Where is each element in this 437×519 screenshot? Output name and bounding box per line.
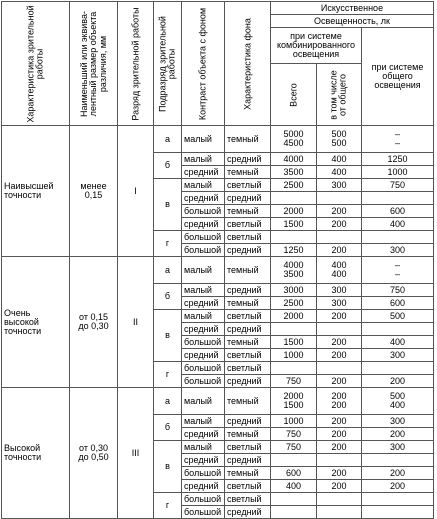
object-size: менее 0,15 bbox=[70, 126, 118, 257]
contrast-cell: малый bbox=[182, 153, 225, 166]
general-cell: 300 bbox=[362, 349, 434, 362]
contrast-cell: средний bbox=[182, 323, 225, 336]
background-cell: светлый bbox=[225, 231, 271, 244]
incl-general-cell bbox=[317, 506, 362, 519]
total-cell bbox=[271, 493, 317, 506]
contrast-cell: большой bbox=[182, 362, 225, 375]
contrast-cell: большой bbox=[182, 205, 225, 218]
contrast-cell: большой bbox=[182, 506, 225, 519]
total-cell: 2000 bbox=[271, 310, 317, 323]
contrast-cell: малый bbox=[182, 415, 225, 428]
contrast-cell: малый bbox=[182, 310, 225, 323]
header-object-size: Наименьший или эквива-лентный размер объекта различия, мм bbox=[70, 2, 118, 126]
total-cell bbox=[271, 323, 317, 336]
total-cell bbox=[271, 506, 317, 519]
general-cell: 500 bbox=[362, 310, 434, 323]
incl-general-cell: 200 bbox=[317, 310, 362, 323]
background-cell: средний bbox=[225, 244, 271, 257]
general-cell: 600 bbox=[362, 297, 434, 310]
total-cell: 4000 bbox=[271, 153, 317, 166]
total-cell: 4000 3500 bbox=[271, 257, 317, 284]
contrast-cell: средний bbox=[182, 480, 225, 493]
background-cell: средний bbox=[225, 454, 271, 467]
incl-general-cell bbox=[317, 454, 362, 467]
total-cell: 750 bbox=[271, 375, 317, 388]
contrast-cell: средний bbox=[182, 428, 225, 441]
contrast-cell: средний bbox=[182, 454, 225, 467]
general-cell: 300 bbox=[362, 415, 434, 428]
general-cell bbox=[362, 323, 434, 336]
header-rank: Разряд зрительной работы bbox=[118, 2, 154, 126]
incl-general-cell: 500 500 bbox=[317, 126, 362, 153]
incl-general-cell: 200 bbox=[317, 428, 362, 441]
general-cell: 300 bbox=[362, 441, 434, 454]
header-background: Характеристика фона bbox=[225, 2, 271, 126]
header-characteristic: Характеристика зрительной работы bbox=[2, 2, 70, 126]
total-cell: 750 bbox=[271, 441, 317, 454]
total-cell: 750 bbox=[271, 428, 317, 441]
general-cell: 1000 bbox=[362, 166, 434, 179]
contrast-cell: средний bbox=[182, 192, 225, 205]
total-cell: 1500 bbox=[271, 218, 317, 231]
contrast-cell: малый bbox=[182, 179, 225, 192]
general-cell: – – bbox=[362, 126, 434, 153]
total-cell bbox=[271, 231, 317, 244]
incl-general-cell bbox=[317, 323, 362, 336]
work-subrank: а bbox=[154, 257, 182, 284]
header-contrast: Контраст объекта с фоном bbox=[182, 2, 225, 126]
background-cell: светлый bbox=[225, 349, 271, 362]
general-cell: 600 bbox=[362, 205, 434, 218]
contrast-cell: большой bbox=[182, 467, 225, 480]
contrast-cell: средний bbox=[182, 297, 225, 310]
header-combined-system: при системе комбинированного освещения bbox=[271, 28, 362, 64]
general-cell: 1250 bbox=[362, 153, 434, 166]
header-artificial: Искусственное bbox=[271, 2, 434, 15]
general-cell: 200 bbox=[362, 480, 434, 493]
contrast-cell: средний bbox=[182, 166, 225, 179]
general-cell: 750 bbox=[362, 284, 434, 297]
contrast-cell: средний bbox=[182, 218, 225, 231]
background-cell: темный bbox=[225, 166, 271, 179]
table-row bbox=[2, 257, 434, 284]
background-cell: темный bbox=[225, 205, 271, 218]
incl-general-cell bbox=[317, 231, 362, 244]
contrast-cell: средний bbox=[182, 349, 225, 362]
background-cell: светлый bbox=[225, 310, 271, 323]
header-illuminance: Освещенность, лк bbox=[271, 15, 434, 28]
object-size: от 0,30 до 0,50 bbox=[70, 388, 118, 519]
work-subrank: г bbox=[154, 362, 182, 388]
incl-general-cell: 200 200 bbox=[317, 388, 362, 415]
work-subrank: в bbox=[154, 179, 182, 231]
general-cell: – – bbox=[362, 257, 434, 284]
background-cell: средний bbox=[225, 284, 271, 297]
total-cell: 1000 bbox=[271, 415, 317, 428]
contrast-cell: малый bbox=[182, 126, 225, 153]
work-subrank: б bbox=[154, 153, 182, 179]
total-cell bbox=[271, 454, 317, 467]
contrast-cell: большой bbox=[182, 231, 225, 244]
total-cell: 1250 bbox=[271, 244, 317, 257]
background-cell: светлый bbox=[225, 441, 271, 454]
total-cell: 2000 bbox=[271, 205, 317, 218]
work-rank: II bbox=[118, 257, 154, 388]
background-cell: средний bbox=[225, 415, 271, 428]
background-cell: светлый bbox=[225, 493, 271, 506]
background-cell: средний bbox=[225, 323, 271, 336]
header-incl-general: в том числе от общего bbox=[317, 64, 362, 126]
table-row bbox=[2, 126, 434, 153]
work-characteristic: Высокой точности bbox=[2, 388, 70, 519]
total-cell: 3500 bbox=[271, 166, 317, 179]
background-cell: светлый bbox=[225, 179, 271, 192]
incl-general-cell: 400 bbox=[317, 166, 362, 179]
total-cell bbox=[271, 362, 317, 375]
background-cell: темный bbox=[225, 388, 271, 415]
total-cell: 1000 bbox=[271, 349, 317, 362]
general-cell: 200 bbox=[362, 428, 434, 441]
incl-general-cell: 400 bbox=[317, 153, 362, 166]
work-rank: III bbox=[118, 388, 154, 519]
work-subrank: в bbox=[154, 441, 182, 493]
work-subrank: г bbox=[154, 493, 182, 519]
general-cell bbox=[362, 192, 434, 205]
background-cell: светлый bbox=[225, 218, 271, 231]
work-characteristic: Очень высокой точности bbox=[2, 257, 70, 388]
header-general-system: при системе общего освещения bbox=[362, 28, 434, 126]
incl-general-cell: 200 bbox=[317, 375, 362, 388]
total-cell: 2500 bbox=[271, 179, 317, 192]
work-subrank: г bbox=[154, 231, 182, 257]
incl-general-cell: 200 bbox=[317, 467, 362, 480]
background-cell: средний bbox=[225, 506, 271, 519]
incl-general-cell bbox=[317, 362, 362, 375]
incl-general-cell: 200 bbox=[317, 441, 362, 454]
general-cell bbox=[362, 506, 434, 519]
incl-general-cell: 200 bbox=[317, 205, 362, 218]
total-cell: 400 bbox=[271, 480, 317, 493]
general-cell bbox=[362, 362, 434, 375]
incl-general-cell: 400 400 bbox=[317, 257, 362, 284]
general-cell: 750 bbox=[362, 179, 434, 192]
incl-general-cell: 300 bbox=[317, 179, 362, 192]
background-cell: средний bbox=[225, 192, 271, 205]
header-subrank: Подразряд зрительной работы bbox=[154, 2, 182, 126]
incl-general-cell bbox=[317, 493, 362, 506]
illuminance-norms-table bbox=[1, 1, 434, 519]
incl-general-cell: 200 bbox=[317, 415, 362, 428]
contrast-cell: малый bbox=[182, 441, 225, 454]
general-cell: 400 bbox=[362, 336, 434, 349]
incl-general-cell: 200 bbox=[317, 218, 362, 231]
work-subrank: а bbox=[154, 126, 182, 153]
total-cell: 5000 4500 bbox=[271, 126, 317, 153]
incl-general-cell: 200 bbox=[317, 349, 362, 362]
total-cell: 600 bbox=[271, 467, 317, 480]
background-cell: темный bbox=[225, 428, 271, 441]
incl-general-cell: 200 bbox=[317, 480, 362, 493]
general-cell: 300 bbox=[362, 244, 434, 257]
work-subrank: б bbox=[154, 284, 182, 310]
table-body bbox=[2, 126, 434, 519]
object-size: от 0,15 до 0,30 bbox=[70, 257, 118, 388]
incl-general-cell bbox=[317, 192, 362, 205]
general-cell: 500 400 bbox=[362, 388, 434, 415]
contrast-cell: малый bbox=[182, 284, 225, 297]
contrast-cell: большой bbox=[182, 336, 225, 349]
contrast-cell: малый bbox=[182, 257, 225, 284]
table-row bbox=[2, 388, 434, 415]
contrast-cell: большой bbox=[182, 493, 225, 506]
general-cell bbox=[362, 493, 434, 506]
background-cell: светлый bbox=[225, 362, 271, 375]
contrast-cell: малый bbox=[182, 388, 225, 415]
background-cell: светлый bbox=[225, 480, 271, 493]
total-cell: 1500 bbox=[271, 336, 317, 349]
incl-general-cell: 300 bbox=[317, 297, 362, 310]
contrast-cell: большой bbox=[182, 244, 225, 257]
background-cell: средний bbox=[225, 375, 271, 388]
header-total: Всего bbox=[271, 64, 317, 126]
general-cell: 400 bbox=[362, 218, 434, 231]
total-cell: 2500 bbox=[271, 297, 317, 310]
total-cell bbox=[271, 192, 317, 205]
incl-general-cell: 300 bbox=[317, 284, 362, 297]
work-subrank: б bbox=[154, 415, 182, 441]
contrast-cell: большой bbox=[182, 375, 225, 388]
incl-general-cell: 200 bbox=[317, 244, 362, 257]
general-cell bbox=[362, 231, 434, 244]
work-rank: I bbox=[118, 126, 154, 257]
background-cell: средний bbox=[225, 153, 271, 166]
background-cell: темный bbox=[225, 126, 271, 153]
general-cell: 200 bbox=[362, 467, 434, 480]
work-subrank: в bbox=[154, 310, 182, 362]
background-cell: темный bbox=[225, 336, 271, 349]
background-cell: темный bbox=[225, 257, 271, 284]
incl-general-cell: 200 bbox=[317, 336, 362, 349]
work-subrank: а bbox=[154, 388, 182, 415]
work-characteristic: Наивысшей точности bbox=[2, 126, 70, 257]
general-cell bbox=[362, 454, 434, 467]
total-cell: 3000 bbox=[271, 284, 317, 297]
background-cell: темный bbox=[225, 297, 271, 310]
total-cell: 2000 1500 bbox=[271, 388, 317, 415]
general-cell: 200 bbox=[362, 375, 434, 388]
background-cell: темный bbox=[225, 467, 271, 480]
